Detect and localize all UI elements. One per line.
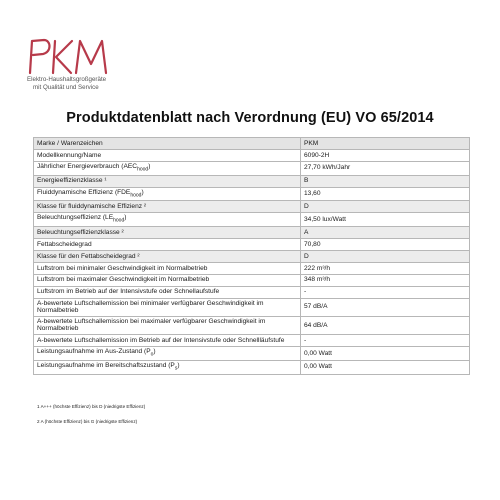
pkm-logo-mark [26, 36, 110, 76]
table-row [34, 138, 470, 150]
row-value: B [301, 175, 470, 187]
row-label: Leistungsaufnahme im Aus-Zustand $(P_o)$ [34, 346, 301, 360]
table-row [34, 262, 470, 274]
row-label: Beleuchtungseffizienz $(LE_{hood})$ [34, 213, 301, 227]
row-label: Klasse für fluiddynamische Effizienz ² [34, 201, 301, 213]
table-row [34, 201, 470, 213]
table-row [34, 213, 470, 227]
row-label: Beleuchtungseffizienzklasse ² [34, 227, 301, 239]
row-label: Leistungsaufnahme im Bereitschaftszustand $(P_s)$ [34, 360, 301, 374]
table-row [34, 316, 470, 334]
row-value: 0,00 Watt [301, 346, 470, 360]
row-label: Energieeffizienzklasse ¹ [34, 175, 301, 187]
row-value: D [301, 201, 470, 213]
row-label: Luftstrom im Betrieb auf der Intensivstufe oder Schnellaufstufe [34, 286, 301, 298]
row-value: 348 m³/h [301, 274, 470, 286]
pkm-logo [26, 36, 110, 110]
row-label: A-bewertete Luftschallemission im Betrieb auf der Intensivstufe oder Schnellläufstufe [34, 335, 301, 347]
table-row [34, 360, 470, 374]
table-row [34, 175, 470, 187]
row-value: A [301, 227, 470, 239]
table-row [34, 239, 470, 251]
footnote-1: 1 A+++ (höchste Effizienz) bis D (niedrigste Effizienz) [37, 404, 146, 409]
row-value: PKM [301, 138, 470, 150]
table-row [34, 335, 470, 347]
row-label: Marke / Warenzeichen [34, 138, 301, 150]
footnote-2: 2 A (höchste Effizienz) bis G (niedrigste Effizienz) [37, 419, 138, 424]
table-row [34, 149, 470, 161]
table-row [34, 298, 470, 316]
row-label: Modellkennung/Name [34, 149, 301, 161]
table-row [34, 161, 470, 175]
row-value: D [301, 251, 470, 263]
row-value: 13,60 [301, 187, 470, 201]
row-label: A-bewertete Luftschallemission bei minimaler verfügbarer Geschwindigkeit im Normalbetrieb [34, 298, 301, 316]
row-value: 222 m³/h [301, 262, 470, 274]
logo-tagline-line-2: mit Qualität und Service [33, 84, 99, 91]
row-value: 0,00 Watt [301, 360, 470, 374]
row-value: 6090-2H [301, 149, 470, 161]
row-value: 27,70 kWh/Jahr [301, 161, 470, 175]
table-row [34, 251, 470, 263]
row-label: Fettabscheidegrad [34, 239, 301, 251]
table-row [34, 187, 470, 201]
row-value: - [301, 335, 470, 347]
row-label: Luftstrom bei maximaler Geschwindigkeit im Normalbetrieb [34, 274, 301, 286]
row-value: - [301, 286, 470, 298]
table-row [34, 274, 470, 286]
table-row [34, 286, 470, 298]
row-label: Fluiddynamische Effizienz $(FDE_{hood})$ [34, 187, 301, 201]
row-label: Jährlicher Energieverbrauch $(AEC_{hood})$ [34, 161, 301, 175]
table-row [34, 346, 470, 360]
row-value: 34,50 lux/Watt [301, 213, 470, 227]
product-data-table [33, 137, 470, 375]
row-value: 57 dB/A [301, 298, 470, 316]
row-label: A-bewertete Luftschallemission bei maximaler verfügbarer Geschwindigkeit im Normalbetrieb [34, 316, 301, 334]
row-value: 64 dB/A [301, 316, 470, 334]
row-label: Luftstrom bei minimaler Geschwindigkeit im Normalbetrieb [34, 262, 301, 274]
row-label: Klasse für den Fettabscheidegrad ² [34, 251, 301, 263]
logo-tagline [27, 76, 106, 92]
table-row [34, 227, 470, 239]
row-value: 70,80 [301, 239, 470, 251]
page-title: Produktdatenblatt nach Verordnung (EU) VO 65/2014 [66, 110, 434, 126]
logo-tagline-line-1: Elektro-Haushaltsgroßgeräte [27, 76, 107, 83]
